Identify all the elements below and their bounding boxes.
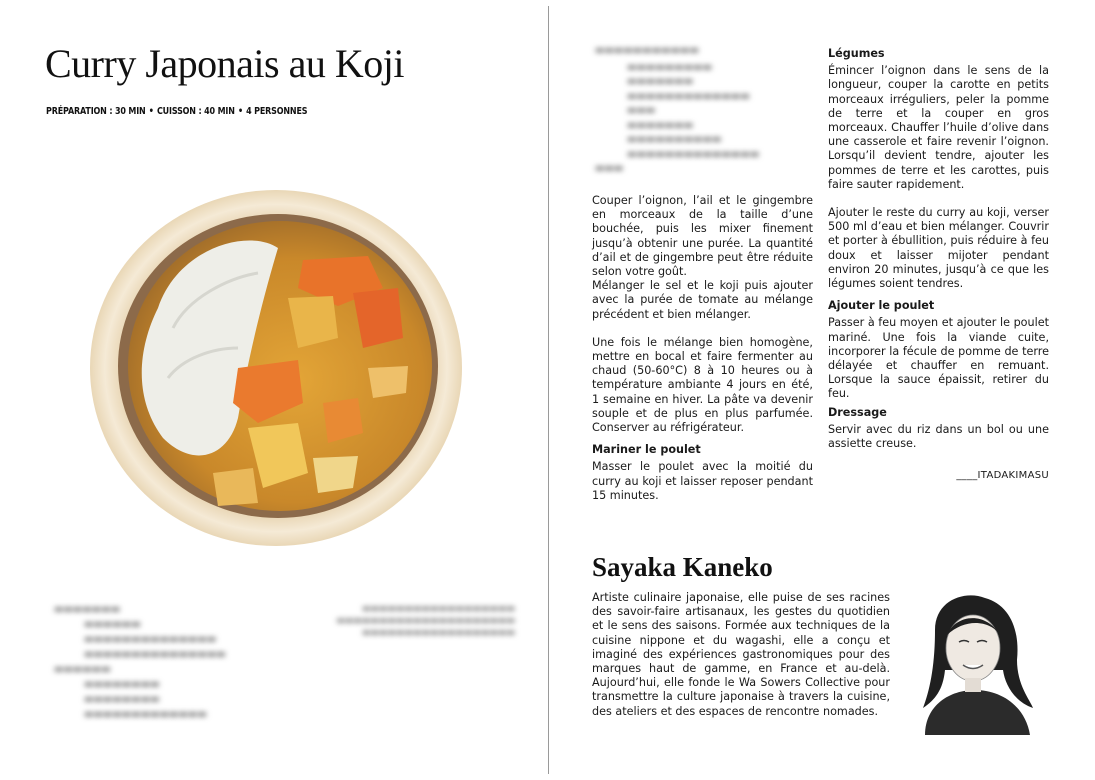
author-portrait-illustration bbox=[905, 590, 1045, 735]
chicken-heading: Ajouter le poulet bbox=[828, 299, 935, 313]
blurred-note: ▬▬▬▬▬▬▬▬▬▬▬▬▬▬▬▬▬▬ ▬▬▬▬▬▬▬▬▬▬▬▬▬▬▬▬▬▬▬▬▬ ▬▬▬▬▬▬▬▬▬▬▬▬▬▬▬▬▬▬ bbox=[336, 604, 515, 638]
blurred-ingredient-list: ▬▬▬▬▬▬▬ ▬▬▬▬▬▬ ▬▬▬▬▬▬▬▬▬▬▬▬▬▬ ▬▬▬▬▬▬▬▬▬▬▬▬▬▬▬ ▬▬▬▬▬▬ ▬▬▬▬▬▬▬▬ ▬▬▬▬▬▬▬▬ ▬▬▬▬▬▬▬▬▬▬▬▬▬ bbox=[54, 604, 226, 720]
vegetables-step-1: Émincer l’oignon dans le sens de la longueur, couper la carotte en petits morceaux irréguliers, peler la pomme de terre et la couper en gros morceaux. Chauffer l’huile d’olive dans une casserole et faire revenir l’oignon. Lorsqu’il devient tendre, ajouter les pommes de terre et les carottes, puis faire sauter rapidement. bbox=[828, 64, 1049, 191]
prep-time: PRÉPARATION : 30 MIN bbox=[46, 106, 146, 117]
author-name: Sayaka Kaneko bbox=[592, 552, 773, 582]
marinate-heading: Mariner le poulet bbox=[592, 443, 701, 457]
dressing-text: Servir avec du riz dans un bol ou une assiette creuse. bbox=[828, 422, 1049, 451]
steps-column-right bbox=[828, 47, 1049, 483]
blurred-koji-ingredient-list: ▬▬▬▬▬▬▬▬▬▬▬ ▬▬▬▬▬▬▬▬▬ ▬▬▬▬▬▬▬ ▬▬▬▬▬▬▬▬▬▬▬▬▬ ▬▬▬ ▬▬▬▬▬▬▬ ▬▬▬▬▬▬▬▬▬▬ ▬▬▬▬▬▬▬▬▬▬▬▬▬▬ ▬▬▬ bbox=[595, 45, 760, 174]
paste-step-1: Couper l’oignon, l’ail et le gingembre en morceaux de la taille d’une bouchée, puis les mixer finement jusqu’à obtenir une purée. La quantité d’ail et de gingembre peut être réduite selon votre goût. bbox=[592, 194, 813, 279]
author-bio: Artiste culinaire japonaise, elle puise de ses racines des savoir-faire artisanaux, les gestes du quotidien et le sens des saisons. Formée aux techniques de la cuisine nippone et du wagashi, elle a conçu et imaginé des expériences gastronomiques pour des marques haut de gamme, en France et au-delà. Aujourd’hui, elle fonde le Wa Sowers Collective pour transmettre la culture japonaise à travers la cuisine, des ateliers et des espaces de rencontre nomades. bbox=[592, 591, 890, 718]
vegetables-heading: Légumes bbox=[828, 47, 885, 60]
page-divider bbox=[548, 6, 549, 774]
meta-separator: • bbox=[148, 106, 154, 117]
vegetables-step-2: Ajouter le reste du curry au koji, verser 500 ml d’eau et bien mélanger. Couvrir et porter à ébullition, puis réduire à feu doux et laisser mijoter pendant environ 20 minutes, jusqu’à ce que les légumes soient tendres. bbox=[828, 206, 1049, 291]
marinate-text: Masser le poulet avec la moitié du curry au koji et laisser reposer pendant 15 minutes. bbox=[592, 460, 813, 502]
dressing-heading: Dressage bbox=[828, 405, 887, 419]
paste-step-2: Mélanger le sel et le koji puis ajouter avec la purée de tomate au mélange précédent et bien mélanger. bbox=[592, 279, 813, 321]
servings: 4 PERSONNES bbox=[246, 106, 308, 117]
portrait-face bbox=[946, 615, 1000, 681]
chicken-text: Passer à feu moyen et ajouter le poulet mariné. Une fois la viande cuite, incorporer la fécule de pomme de terre délayée et chauffer en remuant. Lorsque la sauce épaissit, retirer du feu. bbox=[828, 316, 1049, 401]
signature: ____ITADAKIMASU bbox=[956, 470, 1049, 482]
portrait-shoulders bbox=[925, 690, 1030, 735]
meta-separator: • bbox=[237, 106, 243, 117]
steps-column-left bbox=[592, 194, 813, 503]
curry-bowl-illustration bbox=[88, 188, 468, 554]
paste-step-3: Une fois le mélange bien homogène, mettre en bocal et faire fermenter au chaud (50-60°C) 8 à 10 heures ou à température ambiante 4 jours en été, 1 semaine en hiver. La pâte va devenir souple et de plus en plus parfumée. Conserver au réfrigérateur. bbox=[592, 335, 813, 435]
recipe-meta bbox=[46, 106, 307, 117]
cook-time: CUISSON : 40 MIN bbox=[156, 106, 235, 117]
recipe-title: Curry Japonais au Koji bbox=[45, 41, 404, 86]
